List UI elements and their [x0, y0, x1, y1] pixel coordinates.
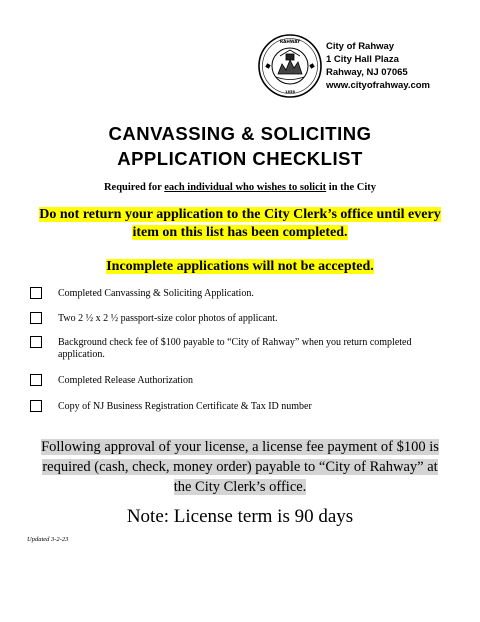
city-seal-logo — [258, 34, 322, 98]
street-address: 1 City Hall Plaza — [326, 54, 399, 65]
city-name: City of Rahway — [326, 41, 395, 52]
warning-incomplete — [0, 258, 480, 276]
warning-main — [30, 206, 450, 242]
checklist-item-label: Copy of NJ Business Registration Certificate & Tax ID number — [58, 401, 312, 412]
title-line-1: CANVASSING & SOLICITING — [108, 123, 372, 144]
fee-notice-text: Following approval of your license, a license fee payment of $100 is required (cash, check, money order) payable to “City of Rahway” at the City Clerk’s office. — [41, 439, 439, 495]
warning-main-text: Do not return your application to the City Clerk’s office until every item on this list has been completed. — [39, 207, 441, 240]
fee-notice — [36, 437, 444, 497]
checklist-item-label: Background check fee of $100 payable to “City of Rahway” when you return completed application. — [58, 337, 412, 360]
checkbox[interactable] — [30, 287, 42, 299]
checkbox[interactable] — [30, 400, 42, 412]
checklist-item-label: Completed Release Authorization — [58, 375, 193, 386]
city-address-block — [326, 40, 430, 92]
warning-incomplete-text: Incomplete applications will not be accepted. — [106, 259, 374, 274]
title-line-2: APPLICATION CHECKLIST — [117, 148, 363, 169]
checkbox[interactable] — [30, 312, 42, 324]
checkbox[interactable] — [30, 374, 42, 386]
checklist-item-label: Completed Canvassing & Soliciting Application. — [58, 288, 254, 299]
svg-text:RAHWAY: RAHWAY — [279, 39, 301, 44]
website: www.cityofrahway.com — [326, 80, 430, 91]
subtitle-post: in the City — [326, 182, 377, 193]
updated-date: Updated 3-2-23 — [27, 536, 69, 543]
svg-text:1858: 1858 — [284, 90, 296, 94]
subtitle-underlined: each individual who wishes to solicit — [164, 182, 327, 193]
checklist-item-label: Two 2 ½ x 2 ½ passport-size color photos of applicant. — [58, 313, 278, 324]
city-state-zip: Rahway, NJ 07065 — [326, 67, 408, 78]
license-term-note: Note: License term is 90 days — [126, 506, 354, 527]
checkbox[interactable] — [30, 336, 42, 348]
subtitle — [0, 182, 480, 193]
subtitle-pre: Required for — [103, 182, 165, 193]
